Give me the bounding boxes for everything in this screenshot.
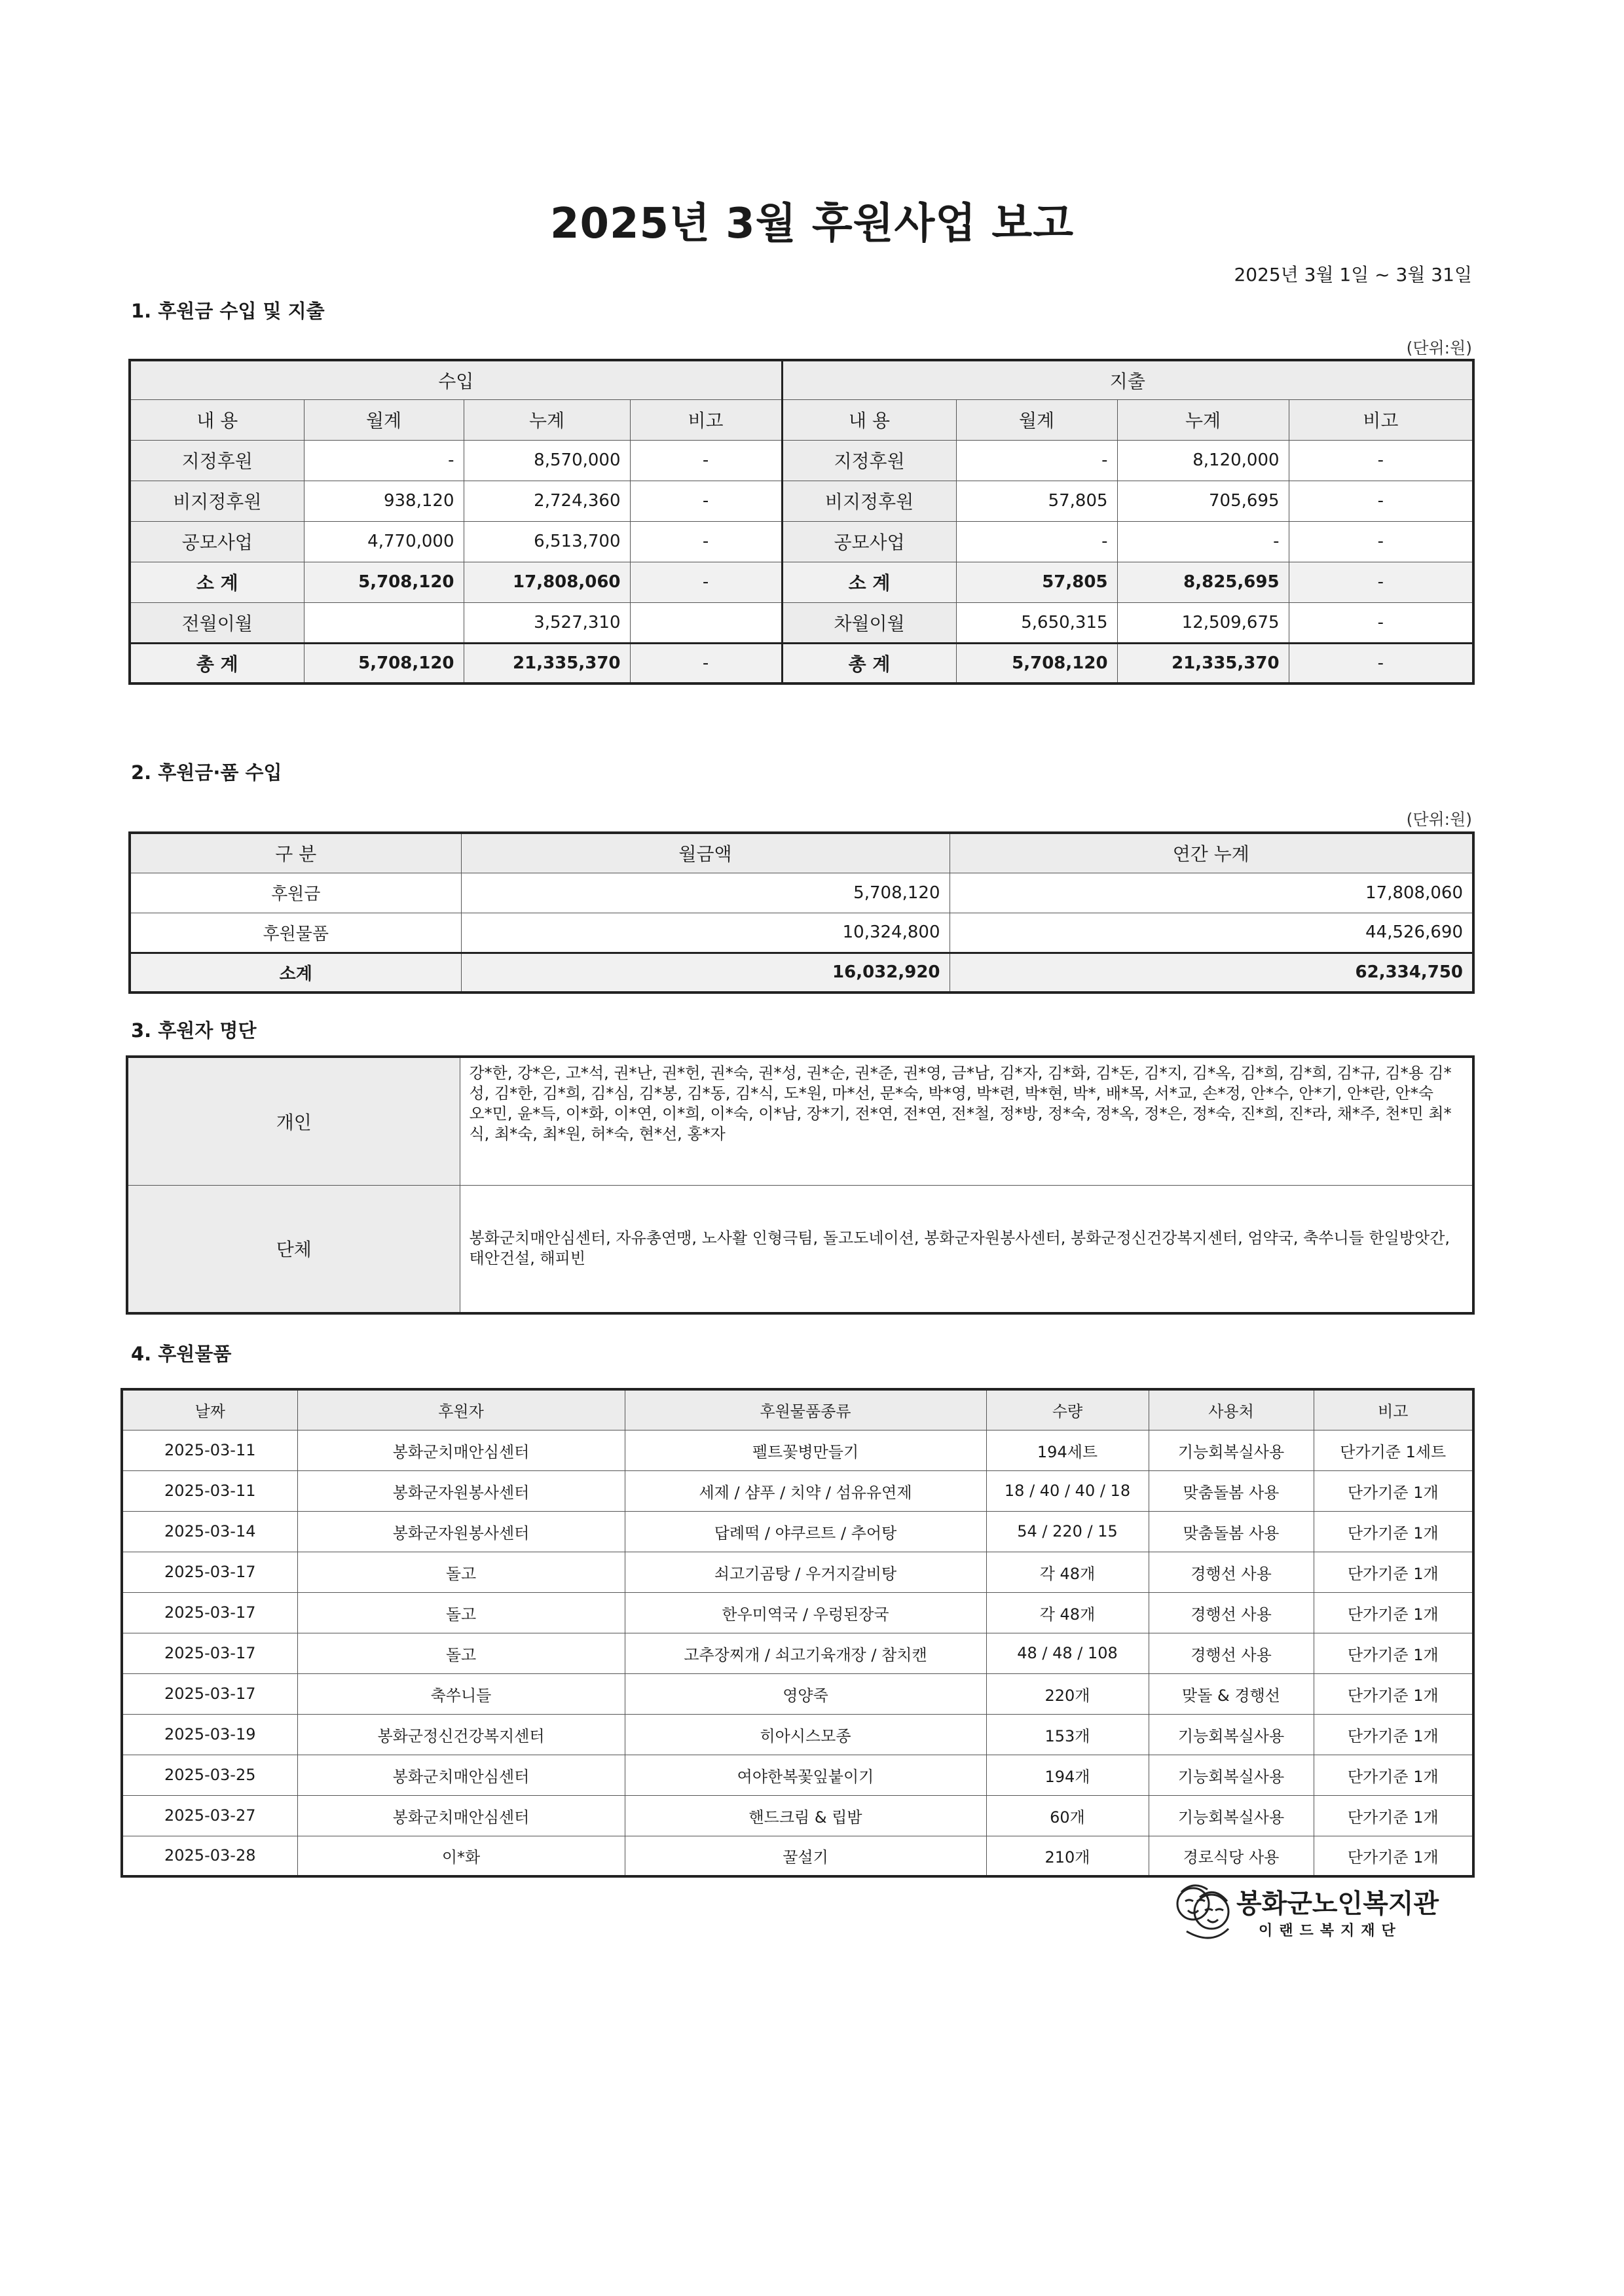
- table-cell: 세제 / 샴푸 / 치약 / 섬유유연제: [625, 1470, 986, 1511]
- column-header: 수량: [986, 1389, 1149, 1430]
- table-cell: 경행선 사용: [1149, 1633, 1314, 1673]
- table-cell: 소 계: [130, 562, 304, 602]
- table-cell: 후원금: [130, 873, 461, 913]
- table-cell: 54 / 220 / 15: [986, 1511, 1149, 1552]
- group-label: 단체: [127, 1185, 460, 1313]
- table-row: [122, 1430, 1473, 1470]
- table-cell: 공모사업: [130, 521, 304, 562]
- table-cell: 돌고: [297, 1552, 625, 1592]
- table-cell: 2025-03-11: [122, 1430, 297, 1470]
- table-row: [130, 602, 1473, 643]
- donation-income-table: [128, 831, 1475, 994]
- table-cell: 2025-03-19: [122, 1714, 297, 1755]
- table-cell: 경로식당 사용: [1149, 1836, 1314, 1876]
- table-cell: 한우미역국 / 우렁된장국: [625, 1592, 986, 1633]
- column-header: 사용처: [1149, 1389, 1314, 1430]
- table-cell: 194개: [986, 1755, 1149, 1795]
- column-header: 날짜: [122, 1389, 297, 1430]
- table-cell: 영양죽: [625, 1673, 986, 1714]
- report-period: 2025년 3월 1일 ~ 3월 31일: [1234, 264, 1472, 285]
- expense-header: 지출: [782, 360, 1473, 399]
- table-cell: 2025-03-11: [122, 1470, 297, 1511]
- foundation-name: 이랜드복지재단: [1259, 1923, 1402, 1939]
- table-cell: 16,032,920: [461, 953, 950, 993]
- table-cell: 단가기준 1개: [1314, 1470, 1473, 1511]
- table-cell: 2025-03-14: [122, 1511, 297, 1552]
- table-cell: 17,808,060: [464, 562, 630, 602]
- table-cell: 21,335,370: [1117, 643, 1289, 683]
- table-cell: 10,324,800: [461, 913, 950, 953]
- donor-row-group: [127, 1185, 1473, 1313]
- table-cell: 각 48개: [986, 1592, 1149, 1633]
- table-cell: 기능회복실사용: [1149, 1714, 1314, 1755]
- table-cell: 단가기준 1개: [1314, 1673, 1473, 1714]
- table-cell: 펠트꽃병만들기: [625, 1430, 986, 1470]
- table-cell: 총 계: [782, 643, 956, 683]
- table-cell: 단가기준 1개: [1314, 1836, 1473, 1876]
- table-cell: -: [630, 521, 782, 562]
- table-row: [122, 1633, 1473, 1673]
- table-cell: 여야한복꽃잎붙이기: [625, 1755, 986, 1795]
- group-names: 봉화군치매안심센터, 자유총연맹, 노사활 인형극팀, 돌고도네이션, 봉화군자원봉사센터, 봉화군정신건강복지센터, 엄약국, 축쑤니들 한일방앗간, 태안건설, 해피빈: [460, 1185, 1473, 1313]
- table-cell: 44,526,690: [950, 913, 1473, 953]
- table-cell: 2025-03-27: [122, 1795, 297, 1836]
- table-cell: 48 / 48 / 108: [986, 1633, 1149, 1673]
- table-cell: 답례떡 / 야쿠르트 / 추어탕: [625, 1511, 986, 1552]
- table-cell: 2025-03-17: [122, 1552, 297, 1592]
- table-cell: 봉화군정신건강복지센터: [297, 1714, 625, 1755]
- column-header: 비고: [630, 399, 782, 440]
- column-header: 월계: [956, 399, 1117, 440]
- table-row: [122, 1673, 1473, 1714]
- table-cell: 고추장찌개 / 쇠고기육개장 / 참치캔: [625, 1633, 986, 1673]
- section1-heading: 1. 후원금 수입 및 지출: [131, 300, 325, 322]
- table-cell: 맞돌 & 경행선: [1149, 1673, 1314, 1714]
- table-cell: -: [1289, 521, 1473, 562]
- table-row: [130, 873, 1473, 913]
- table-cell: 57,805: [956, 481, 1117, 521]
- table-cell: 2025-03-25: [122, 1755, 297, 1795]
- table-cell: 5,708,120: [956, 643, 1117, 683]
- table-cell: 기능회복실사용: [1149, 1795, 1314, 1836]
- header-row-group: [130, 360, 1473, 399]
- table-cell: 21,335,370: [464, 643, 630, 683]
- table-cell: 2025-03-17: [122, 1673, 297, 1714]
- table-cell: 4,770,000: [304, 521, 464, 562]
- org-name: 봉화군노인복지관: [1236, 1889, 1439, 1919]
- table-cell: 봉화군자원봉사센터: [297, 1470, 625, 1511]
- donor-list-table: [126, 1055, 1475, 1315]
- header-row: [130, 833, 1473, 873]
- table-cell: 210개: [986, 1836, 1149, 1876]
- column-header: 후원자: [297, 1389, 625, 1430]
- table-cell: 2,724,360: [464, 481, 630, 521]
- income-header: 수입: [130, 360, 782, 399]
- table-cell: 총 계: [130, 643, 304, 683]
- table-cell: 비지정후원: [782, 481, 956, 521]
- table-cell: 기능회복실사용: [1149, 1430, 1314, 1470]
- table-row: [122, 1511, 1473, 1552]
- table-cell: 비지정후원: [130, 481, 304, 521]
- table-cell: 소계: [130, 953, 461, 993]
- table-cell: -: [1289, 481, 1473, 521]
- table-cell: 62,334,750: [950, 953, 1473, 993]
- table-cell: 경행선 사용: [1149, 1592, 1314, 1633]
- table-row: [130, 643, 1473, 683]
- table-cell: 후원물품: [130, 913, 461, 953]
- table-cell: 봉화군치매안심센터: [297, 1430, 625, 1470]
- table-row: [130, 953, 1473, 993]
- table-cell: 각 48개: [986, 1552, 1149, 1592]
- table-cell: 938,120: [304, 481, 464, 521]
- table-cell: 8,825,695: [1117, 562, 1289, 602]
- table-cell: -: [1289, 602, 1473, 643]
- table-cell: 60개: [986, 1795, 1149, 1836]
- table-row: [130, 913, 1473, 953]
- section1-unit: (단위:원): [1406, 338, 1472, 357]
- table-row: [122, 1592, 1473, 1633]
- table-cell: 경행선 사용: [1149, 1552, 1314, 1592]
- table-cell: 공모사업: [782, 521, 956, 562]
- table-cell: -: [630, 440, 782, 481]
- table-cell: -: [304, 440, 464, 481]
- table-cell: 단가기준 1개: [1314, 1511, 1473, 1552]
- table-cell: 2025-03-17: [122, 1633, 297, 1673]
- table-cell: 쇠고기곰탕 / 우거지갈비탕: [625, 1552, 986, 1592]
- table-cell: -: [1117, 521, 1289, 562]
- table-cell: 12,509,675: [1117, 602, 1289, 643]
- table-cell: 지정후원: [130, 440, 304, 481]
- column-header: 누계: [1117, 399, 1289, 440]
- header-row-columns: [130, 399, 1473, 440]
- column-header: 비고: [1314, 1389, 1473, 1430]
- table-cell: 핸드크림 & 립밤: [625, 1795, 986, 1836]
- table-cell: 지정후원: [782, 440, 956, 481]
- table-cell: 이*화: [297, 1836, 625, 1876]
- column-header: 구 분: [130, 833, 461, 873]
- table-cell: 3,527,310: [464, 602, 630, 643]
- table-cell: 히아시스모종: [625, 1714, 986, 1755]
- table-cell: -: [1289, 643, 1473, 683]
- table-cell: 봉화군치매안심센터: [297, 1755, 625, 1795]
- donated-goods-table: [120, 1388, 1475, 1878]
- table-cell: -: [956, 440, 1117, 481]
- table-cell: 57,805: [956, 562, 1117, 602]
- table-cell: 220개: [986, 1673, 1149, 1714]
- table-row: [122, 1470, 1473, 1511]
- column-header: 월금액: [461, 833, 950, 873]
- income-expense-table: [128, 359, 1475, 685]
- table-cell: 8,120,000: [1117, 440, 1289, 481]
- individual-names: 강*한, 강*은, 고*석, 권*난, 권*헌, 권*숙, 권*성, 권*순, 권*준, 권*영, 금*남, 김*자, 김*화, 김*돈, 김*지, 김*옥, 김*희, 김*희, 김*규, 김*용 김*성, 김*한, 김*희, 김*심, 김*봉, 김*동, 김*식, 도*원, 마*선, 문*숙, 박*영, 박*련, 박*현, 박*, 배*목, 서*교, 손*정, 안*수, 안*기, 안*란, 안*숙 오*민, 윤*득, 이*화, 이*연, 이*희, 이*숙, 이*남, 장*기, 전*연, 전*연, 전*철, 정*방, 정*숙, 정*옥, 정*은, 정*숙, 진*희, 진*라, 채*주, 천*민 최*식, 최*숙, 최*원, 허*숙, 현*선, 홍*자: [460, 1057, 1473, 1185]
- table-cell: 축쑤니들: [297, 1673, 625, 1714]
- table-row: [122, 1795, 1473, 1836]
- table-cell: 단가기준 1세트: [1314, 1430, 1473, 1470]
- table-cell: 차월이월: [782, 602, 956, 643]
- table-cell: 705,695: [1117, 481, 1289, 521]
- section3-heading: 3. 후원자 명단: [131, 1019, 257, 1042]
- table-cell: -: [630, 643, 782, 683]
- table-row: [122, 1552, 1473, 1592]
- table-cell: 봉화군자원봉사센터: [297, 1511, 625, 1552]
- table-cell: 5,708,120: [304, 643, 464, 683]
- column-header: 월계: [304, 399, 464, 440]
- table-cell: 17,808,060: [950, 873, 1473, 913]
- table-row: [130, 562, 1473, 602]
- table-row: [122, 1714, 1473, 1755]
- table-cell: -: [630, 481, 782, 521]
- table-cell: 단가기준 1개: [1314, 1552, 1473, 1592]
- table-cell: 단가기준 1개: [1314, 1795, 1473, 1836]
- table-cell: 꿀설기: [625, 1836, 986, 1876]
- table-cell: 봉화군치매안심센터: [297, 1795, 625, 1836]
- table-cell: 단가기준 1개: [1314, 1755, 1473, 1795]
- table-cell: 2025-03-17: [122, 1592, 297, 1633]
- table-row: [130, 440, 1473, 481]
- table-row: [122, 1755, 1473, 1795]
- table-cell: 단가기준 1개: [1314, 1633, 1473, 1673]
- table-cell: 단가기준 1개: [1314, 1714, 1473, 1755]
- column-header: 누계: [464, 399, 630, 440]
- table-cell: 돌고: [297, 1592, 625, 1633]
- table-cell: 8,570,000: [464, 440, 630, 481]
- table-cell: -: [956, 521, 1117, 562]
- table-cell: 194세트: [986, 1430, 1149, 1470]
- table-cell: 맞춤돌봄 사용: [1149, 1470, 1314, 1511]
- table-cell: [630, 602, 782, 643]
- individual-label: 개인: [127, 1057, 460, 1185]
- table-cell: 5,650,315: [956, 602, 1117, 643]
- page-title: 2025년 3월 후원사업 보고: [549, 200, 1075, 248]
- column-header: 내 용: [130, 399, 304, 440]
- table-cell: -: [630, 562, 782, 602]
- table-cell: 153개: [986, 1714, 1149, 1755]
- table-cell: 맞춤돌봄 사용: [1149, 1511, 1314, 1552]
- org-stamp: [1173, 1879, 1455, 1951]
- table-cell: 소 계: [782, 562, 956, 602]
- elderly-faces-logo-icon: [1173, 1879, 1232, 1944]
- table-cell: 돌고: [297, 1633, 625, 1673]
- table-cell: -: [1289, 562, 1473, 602]
- table-cell: 단가기준 1개: [1314, 1592, 1473, 1633]
- column-header: 내 용: [782, 399, 956, 440]
- column-header: 연간 누계: [950, 833, 1473, 873]
- table-cell: [304, 602, 464, 643]
- table-row: [122, 1836, 1473, 1876]
- table-cell: 5,708,120: [304, 562, 464, 602]
- column-header: 후원물품종류: [625, 1389, 986, 1430]
- section2-unit: (단위:원): [1406, 810, 1472, 829]
- table-cell: 6,513,700: [464, 521, 630, 562]
- table-cell: 18 / 40 / 40 / 18: [986, 1470, 1149, 1511]
- section2-heading: 2. 후원금·품 수입: [131, 761, 282, 784]
- table-cell: -: [1289, 440, 1473, 481]
- table-cell: 5,708,120: [461, 873, 950, 913]
- table-row: [130, 521, 1473, 562]
- section4-heading: 4. 후원물품: [131, 1343, 232, 1365]
- donor-row-individual: [127, 1057, 1473, 1185]
- table-cell: 기능회복실사용: [1149, 1755, 1314, 1795]
- table-row: [130, 481, 1473, 521]
- header-row: [122, 1389, 1473, 1430]
- table-cell: 2025-03-28: [122, 1836, 297, 1876]
- table-cell: 전월이월: [130, 602, 304, 643]
- column-header: 비고: [1289, 399, 1473, 440]
